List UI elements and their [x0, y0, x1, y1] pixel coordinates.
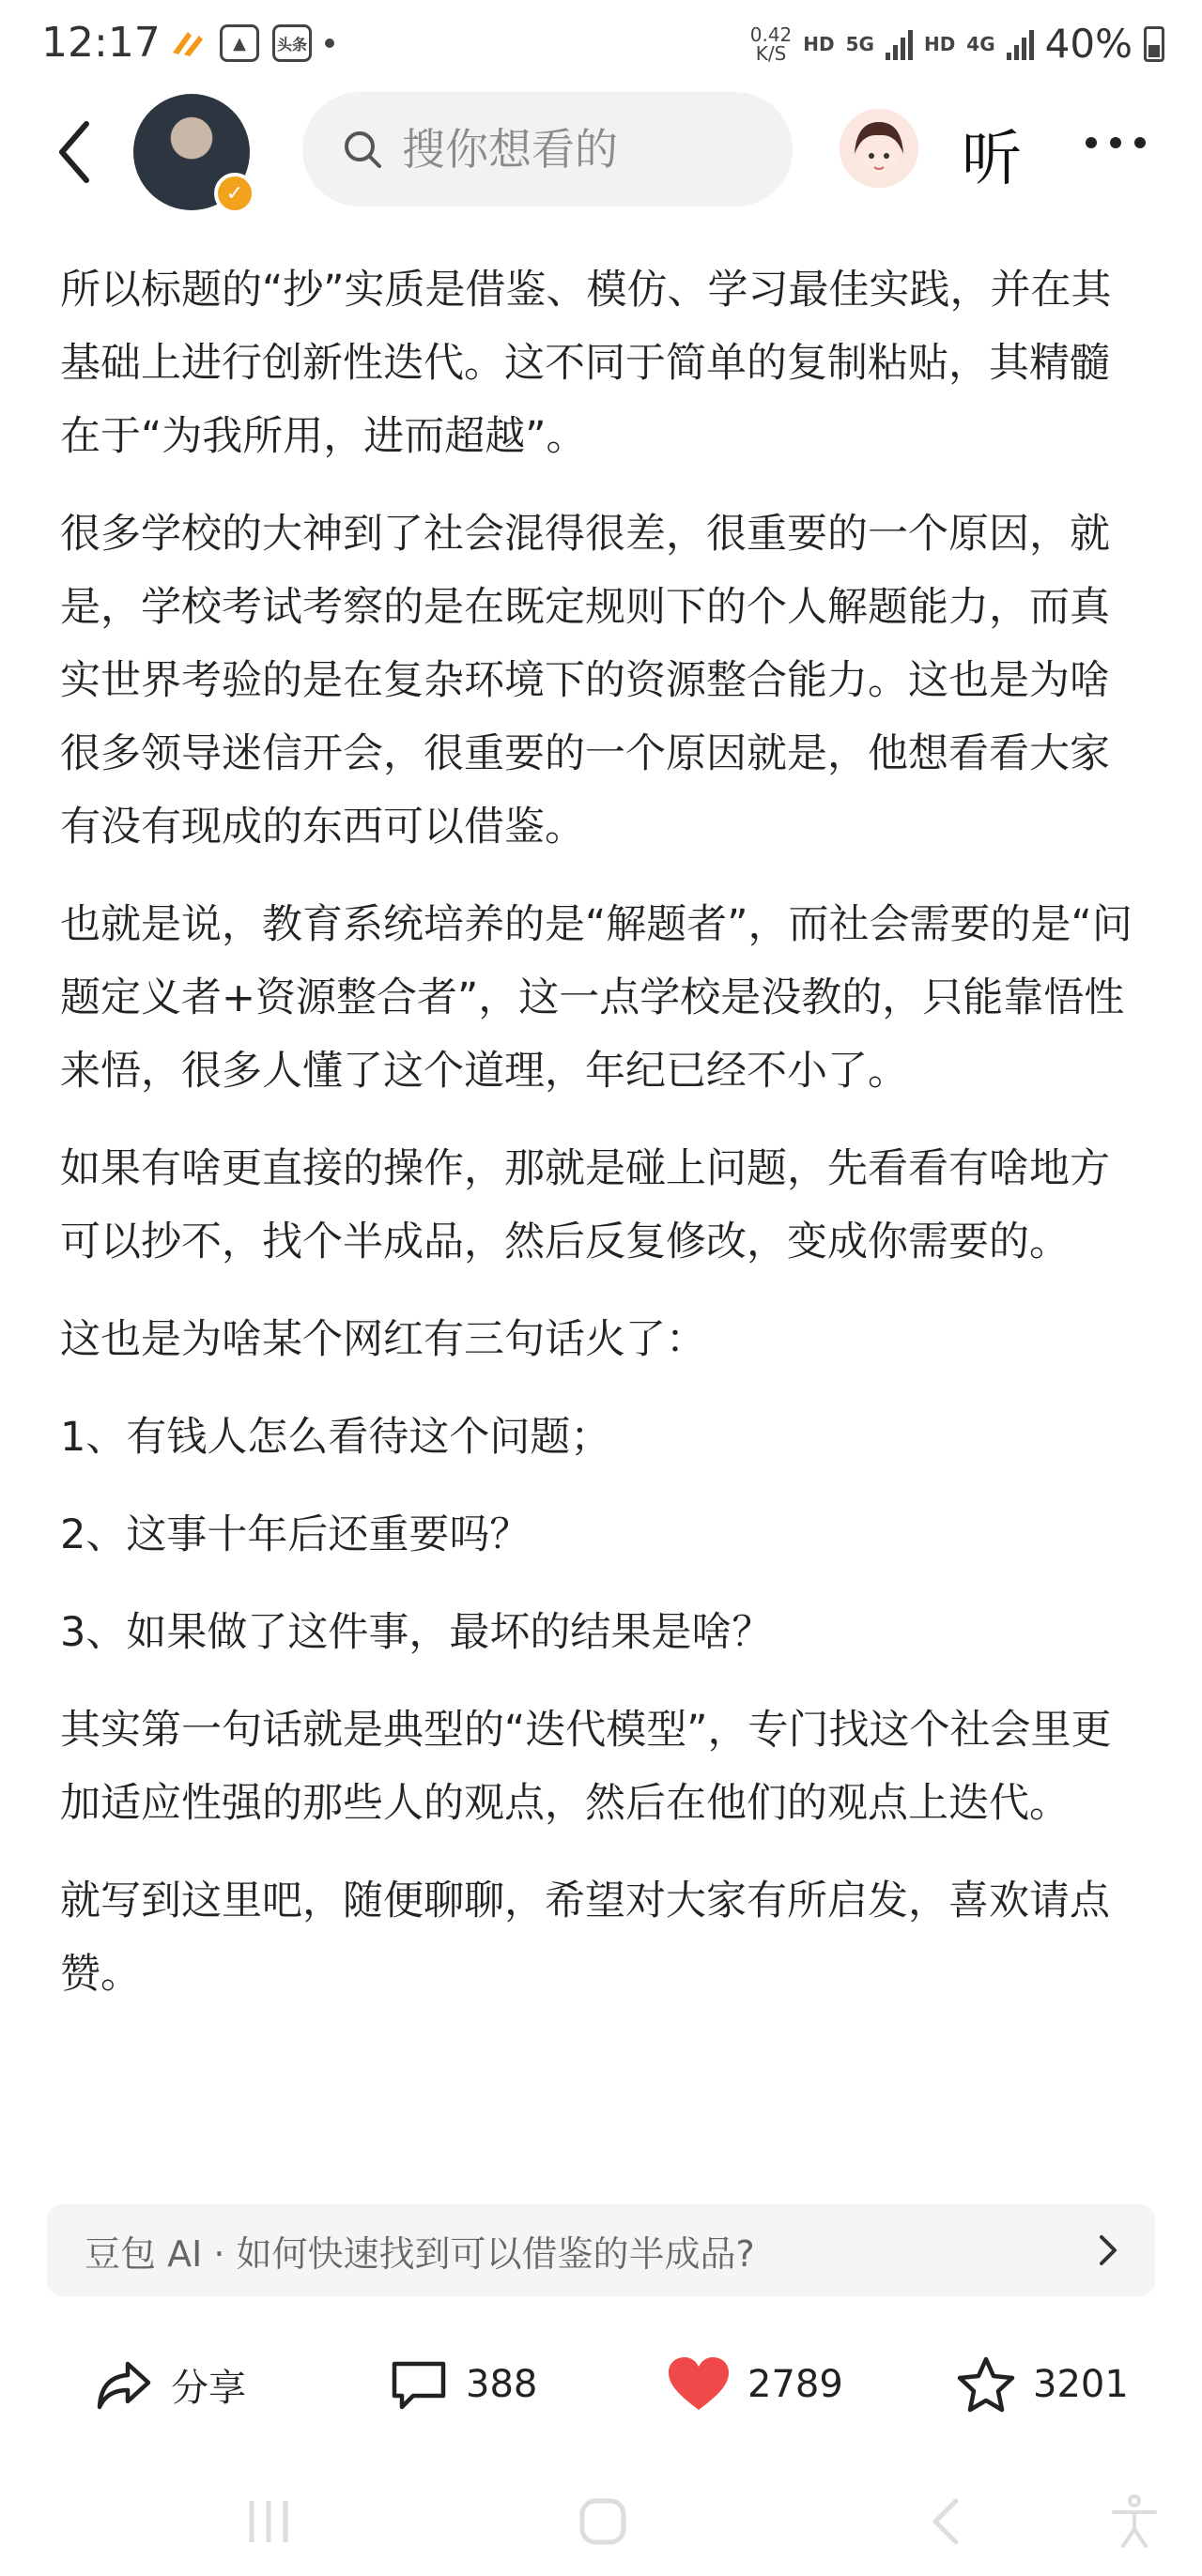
share-label: 分享 [171, 2366, 246, 2410]
action-bar [0, 2328, 1202, 2441]
heart-icon [667, 2355, 731, 2414]
more-notifications-icon [325, 38, 334, 48]
search-input[interactable] [400, 123, 761, 176]
hd-label-2: HD [923, 32, 956, 55]
listen-button[interactable]: 听 [962, 125, 1022, 194]
search-bar[interactable] [302, 92, 793, 207]
ai-suggestion-text: 豆包 AI · 如何快速找到可以借鉴的半成品? [85, 2232, 755, 2275]
status-bar [0, 0, 1202, 90]
article-paragraph: 这也是为啥某个网红有三句话火了： [60, 1316, 706, 1363]
system-nav-bar [0, 2469, 1202, 2576]
ai-suggestion-bar[interactable] [47, 2204, 1155, 2296]
net-rate-value: 0.42 [749, 23, 793, 46]
status-time: 12:17 [41, 19, 161, 67]
toutiao-icon: 头条 [272, 24, 312, 62]
article-header [0, 90, 1202, 212]
article-paragraph: 也就是说，教育系统培养的是“解题者”，而社会需要的是“问题定义者+资源整合者”，这一点学校是没教的，只能靠悟性来悟，很多人懂了这个道理，年纪已经不小了。 [60, 901, 1133, 1095]
favorite-count: 3201 [1033, 2363, 1129, 2406]
signal-type-1: 5G [845, 32, 874, 55]
article-paragraph: 1、有钱人怎么看待这个问题； [60, 1414, 611, 1461]
more-options-icon[interactable] [1086, 137, 1146, 148]
status-right-icons [750, 21, 1164, 67]
article-paragraph: 很多学校的大神到了社会混得很差，很重要的一个原因，就是，学校考试考察的是在既定规则下的个人解题能力，而真实世界考验的是在复杂环境下的资源整合能力。这也是为啥很多领导迷信开会，很重要的一个原因就是，他想看看大家有没有现成的东西可以借鉴。 [60, 511, 1110, 851]
share-icon [94, 2356, 154, 2413]
accessibility-icon[interactable] [1108, 2493, 1161, 2550]
gallery-icon: ▲ [220, 24, 259, 62]
article-paragraph: 3、如果做了这件事，最坏的结果是啥？ [60, 1609, 773, 1656]
article-paragraph: 就写到这里吧，随便聊聊，希望对大家有所启发，喜欢请点赞。 [60, 1878, 1110, 1998]
comment-icon [389, 2356, 449, 2413]
ai-assistant-avatar-icon[interactable] [840, 109, 918, 188]
hd-label-1: HD [803, 32, 835, 55]
like-count: 2789 [747, 2363, 843, 2406]
back-nav-icon[interactable] [920, 2495, 973, 2548]
favorite-button[interactable] [956, 2328, 1129, 2441]
app-notification-icon [167, 24, 207, 62]
like-button[interactable] [667, 2328, 843, 2441]
status-left-icons [167, 24, 334, 62]
article-paragraph: 所以标题的“抄”实质是借鉴、模仿、学习最佳实践，并在其基础上进行创新性迭代。这不同于简单的复制粘贴，其精髓在于“为我所用，进而超越”。 [60, 267, 1112, 460]
recent-apps-icon[interactable] [242, 2495, 295, 2548]
article-paragraph: 其实第一句话就是典型的“迭代模型”，专门找这个社会里更加适应性强的那些人的观点，然后在他们的观点上迭代。 [60, 1707, 1112, 1827]
article-body [60, 253, 1149, 2197]
back-arrow-icon[interactable] [49, 115, 105, 190]
share-button[interactable] [94, 2328, 246, 2441]
chevron-right-icon [1097, 2232, 1119, 2268]
signal-type-2: 4G [966, 32, 995, 55]
home-icon[interactable] [577, 2495, 629, 2548]
verified-badge-icon: ✓ [214, 173, 255, 214]
net-rate [750, 25, 793, 63]
battery-icon [1144, 26, 1164, 62]
article-paragraph: 2、这事十年后还重要吗？ [60, 1511, 531, 1558]
article-paragraph: 如果有啥更直接的操作，那就是碰上问题，先看看有啥地方可以抄不，找个半成品，然后反复修改，变成你需要的。 [60, 1145, 1110, 1265]
search-icon [340, 127, 385, 172]
star-icon [956, 2355, 1016, 2414]
comment-count: 388 [466, 2363, 538, 2406]
comment-button[interactable] [389, 2328, 537, 2441]
battery-percent: 40% [1044, 21, 1133, 67]
signal-bars-2-icon [1007, 28, 1034, 60]
signal-bars-1-icon [886, 28, 913, 60]
net-rate-unit: K/S [755, 41, 787, 65]
